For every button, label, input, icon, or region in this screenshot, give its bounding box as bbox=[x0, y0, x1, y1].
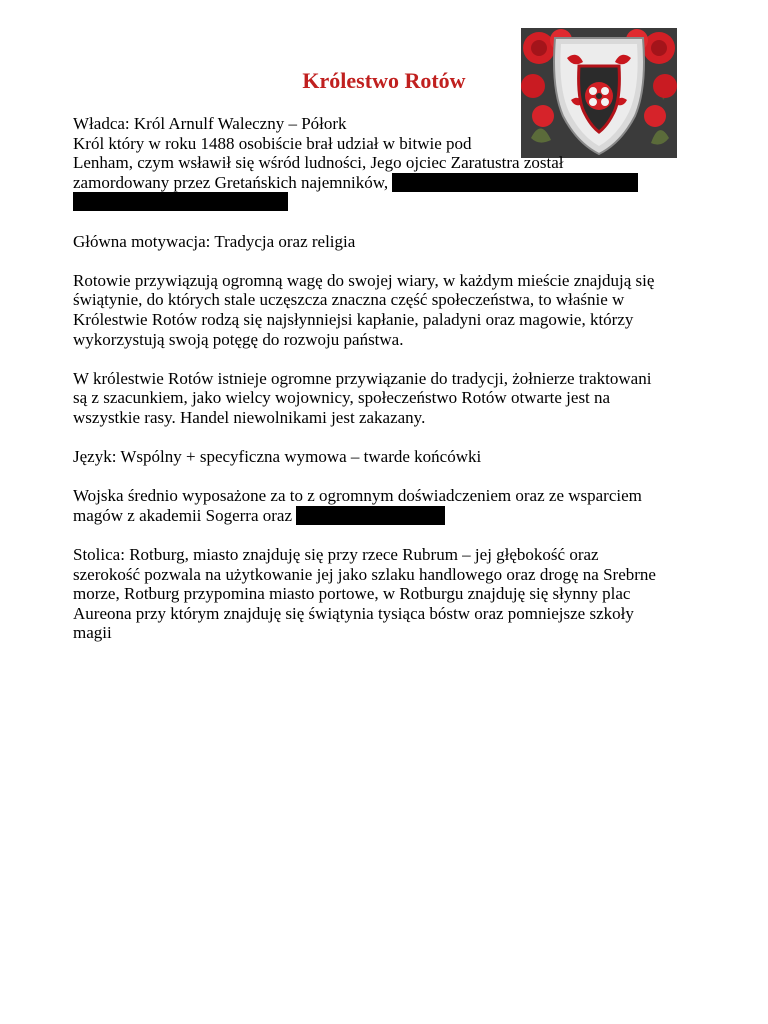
tradition-line: są z szacunkiem, jako wielcy wojownicy, społeczeństwo Rotów otwarte jest na bbox=[73, 388, 611, 408]
religion-line: wykorzystują swoją potęgę do rozwoju państwa. bbox=[73, 329, 404, 349]
capital-line: morze, Rotburg przypomina miasto portowe, w Rotburgu znajduję się słynny plac bbox=[73, 584, 631, 604]
capital-paragraph bbox=[73, 545, 703, 643]
ruler-line-text: zamordowany przez Gretańskich najemników, bbox=[73, 172, 389, 192]
religion-line: świątynie, do których stale uczęszcza znaczna część społeczeństwa, to właśnie w bbox=[73, 290, 625, 310]
language-text: Język: Wspólny + specyficzna wymowa – twarde końcówki bbox=[73, 447, 482, 467]
document-title: Królestwo Rotów bbox=[302, 68, 466, 93]
capital-line: magii bbox=[73, 623, 112, 643]
redaction-bar bbox=[392, 173, 638, 192]
tradition-line: wszystkie rasy. Handel niewolnikami jest zakazany. bbox=[73, 407, 426, 427]
ruler-line: Władca: Król Arnulf Waleczny – Półork bbox=[73, 114, 347, 133]
army-paragraph bbox=[73, 486, 703, 525]
religion-line: Rotowie przywiązują ogromną wagę do swojej wiary, w każdym mieście znajdują się bbox=[73, 270, 655, 290]
ruler-paragraph bbox=[73, 114, 703, 212]
capital-line: Aureona przy którym znajduję się świątynia tysiąca bóstw oraz pomniejsze szkoły bbox=[73, 603, 634, 623]
capital-line: Stolica: Rotburg, miasto znajduję się przy rzece Rubrum – jej głębokość oraz bbox=[73, 545, 599, 565]
motivation-paragraph bbox=[73, 232, 703, 252]
ruler-line-with-redaction bbox=[73, 173, 703, 193]
capital-line: szerokość pozwala na użytkowanie jej jako szlaku handlowego oraz drogę na Srebrne bbox=[73, 564, 656, 584]
religion-paragraph bbox=[73, 271, 703, 349]
army-line-text: magów z akademii Sogerra oraz bbox=[73, 505, 293, 525]
army-line-with-redaction bbox=[73, 506, 703, 526]
language-paragraph bbox=[73, 447, 703, 467]
religion-line: Królestwie Rotów rodzą się najsłynniejsi kapłanie, paladyni oraz magowie, którzy bbox=[73, 309, 634, 329]
army-line: Wojska średnio wyposażone za to z ogromnym doświadczeniem oraz ze wsparciem bbox=[73, 486, 642, 506]
tradition-line: W królestwie Rotów istnieje ogromne przywiązanie do tradycji, żołnierze traktowani bbox=[73, 368, 652, 388]
ruler-line: Lenham, czym wsławił się wśród ludności, Jego ojciec Zaratustra został bbox=[73, 153, 564, 173]
motivation-text: Główna motywacja: Tradycja oraz religia bbox=[73, 231, 356, 251]
tradition-paragraph bbox=[73, 369, 703, 428]
redaction-bar bbox=[296, 506, 445, 525]
redaction-line bbox=[73, 192, 703, 212]
document-body bbox=[73, 114, 703, 663]
redaction-bar bbox=[73, 192, 288, 211]
ruler-line: Król który w roku 1488 osobiście brał udział w bitwie pod bbox=[73, 133, 472, 153]
